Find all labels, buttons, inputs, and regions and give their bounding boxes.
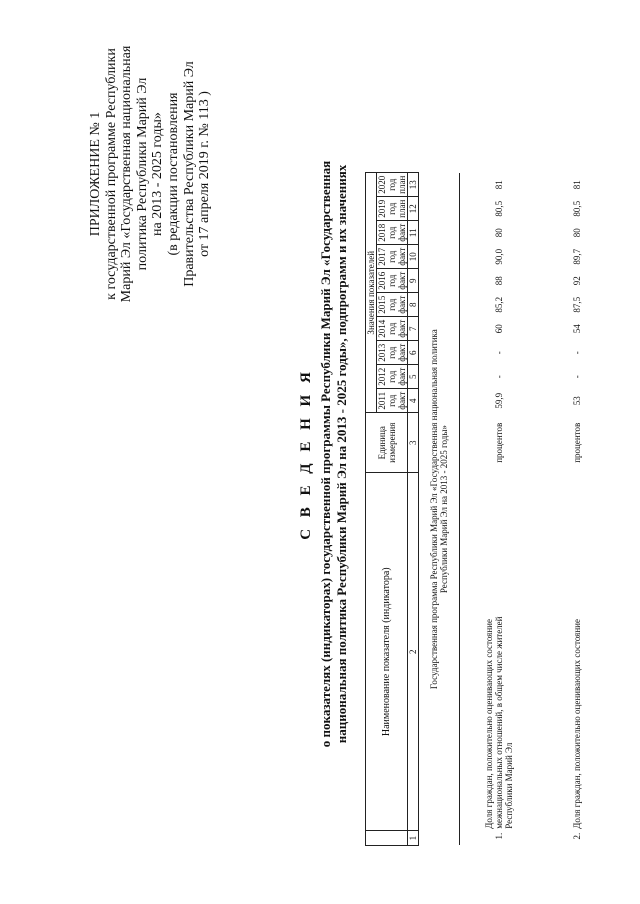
- year-label: 2014: [377, 319, 387, 338]
- year-kind: факт: [397, 271, 407, 290]
- year-word: год: [387, 394, 397, 407]
- appendix-line: на 2013 - 2025 годы»: [150, 112, 166, 236]
- column-number: 2: [408, 473, 419, 831]
- indicator-name-line: межнациональных отношений, в общем числе жителей: [494, 616, 504, 829]
- year-label: 2013: [377, 343, 387, 362]
- year-word: год: [387, 178, 397, 191]
- year-header: [377, 245, 408, 269]
- column-number: 11: [408, 221, 419, 245]
- value-cell: 59,9: [494, 392, 504, 409]
- year-word: год: [387, 202, 397, 215]
- year-word: год: [387, 298, 397, 311]
- year-label: 2011: [377, 391, 387, 410]
- year-header: [377, 365, 408, 389]
- column-number: 5: [408, 365, 419, 389]
- indicator-name: [538, 473, 616, 831]
- header-name-cell: Наименование показателя (индикатора): [366, 473, 408, 831]
- indicator-name-line: Доля граждан, положительно оценивающих состояние: [572, 619, 582, 829]
- year-label: 2018: [377, 223, 387, 242]
- header-row-group: [366, 173, 377, 846]
- year-kind: план: [397, 199, 407, 218]
- year-kind: факт: [397, 343, 407, 362]
- year-label: 2015: [377, 295, 387, 314]
- year-word: год: [387, 370, 397, 383]
- value-cell: 80: [572, 228, 582, 238]
- year-word: год: [387, 226, 397, 239]
- year-label: 2019: [377, 199, 387, 218]
- value-cell: 90,0: [494, 248, 504, 265]
- header-unit-cell: [366, 413, 408, 473]
- value-cell: -: [572, 375, 582, 379]
- indicator-name-line: Республики Марий Эл: [504, 742, 514, 829]
- column-number: 10: [408, 245, 419, 269]
- year-label: 2012: [377, 367, 387, 386]
- row-number: 1.: [494, 832, 504, 840]
- appendix-line: Правительства Республики Марий Эл: [181, 61, 197, 287]
- value-cell: 88: [494, 276, 504, 286]
- document-title: С В Е Д Е Н И Я: [298, 368, 314, 540]
- indicator-name-line: Доля граждан, положительно оценивающих состояние: [484, 619, 494, 829]
- column-number: 13: [408, 173, 419, 197]
- section-title-line: Республики Марий Эл на 2013 - 2025 годы»: [439, 425, 449, 594]
- appendix-line: политика Республики Марий Эл: [134, 77, 150, 271]
- indicators-table: [365, 172, 616, 846]
- value-cell: -: [494, 351, 504, 355]
- section-title: [419, 173, 460, 846]
- column-number: 6: [408, 341, 419, 365]
- year-header: [377, 269, 408, 293]
- value-cell: 87,5: [572, 296, 582, 313]
- value-cell: 85,2: [494, 296, 504, 313]
- document-subtitle: [318, 34, 350, 874]
- year-kind: факт: [397, 295, 407, 314]
- column-number: 12: [408, 197, 419, 221]
- column-number: 8: [408, 293, 419, 317]
- appendix-line: к государственной программе Республики: [103, 48, 119, 300]
- value-cell: 92: [572, 276, 582, 286]
- year-kind: факт: [397, 319, 407, 338]
- appendix-line: ПРИЛОЖЕНИЕ № 1: [88, 111, 103, 237]
- header-values-group: Значения показателей: [366, 173, 377, 413]
- year-header: [377, 389, 408, 413]
- year-label: 2016: [377, 271, 387, 290]
- year-word: год: [387, 322, 397, 335]
- year-header: [377, 293, 408, 317]
- year-kind: факт: [397, 391, 407, 410]
- value-cell: 80,5: [494, 200, 504, 217]
- year-header: [377, 221, 408, 245]
- value-cell: -: [494, 375, 504, 379]
- value-cell: 53: [572, 396, 582, 406]
- appendix-line: Марий Эл «Государственная национальная: [119, 45, 135, 303]
- value-cell: 81: [572, 180, 582, 190]
- year-header: [377, 317, 408, 341]
- indicator-name: [460, 473, 539, 831]
- value-cell: 60: [494, 324, 504, 334]
- appendix-line: (в редакции постановления: [165, 92, 181, 256]
- column-number: 4: [408, 389, 419, 413]
- year-label: 2017: [377, 247, 387, 266]
- value-cell: 54: [572, 324, 582, 334]
- row-number: 2.: [572, 832, 582, 840]
- header-num-cell: [366, 831, 408, 846]
- subtitle-line: о показателях (индикаторах) государственной программы Республики Марий Эл «Государственная: [318, 160, 333, 748]
- value-cell: 80,5: [572, 200, 582, 217]
- subtitle-line: национальная политика Республики Марий Эл на 2013 - 2025 годы», подпрограмм и их значениях: [334, 164, 349, 744]
- year-header: [377, 173, 408, 197]
- year-word: год: [387, 346, 397, 359]
- year-header: [377, 197, 408, 221]
- column-number-row: [408, 173, 419, 846]
- appendix-block: [88, 4, 213, 344]
- unit-header-line: Единица: [376, 426, 387, 460]
- column-number: 9: [408, 269, 419, 293]
- year-kind: план: [397, 175, 407, 194]
- column-number: 1: [408, 831, 419, 846]
- column-number: 3: [408, 413, 419, 473]
- year-kind: факт: [397, 247, 407, 266]
- appendix-line: от 17 апреля 2019 г. № 113 ): [197, 91, 213, 257]
- column-number: 7: [408, 317, 419, 341]
- section-title-row: [419, 173, 460, 846]
- unit-header-line: измерения: [386, 422, 397, 463]
- unit-cell: процентов: [494, 422, 504, 463]
- section-title-line: Государственная программа Республики Марий Эл «Государственная национальная политика: [429, 329, 439, 690]
- unit-cell: процентов: [572, 422, 582, 463]
- year-header: [377, 341, 408, 365]
- year-kind: факт: [397, 223, 407, 242]
- value-cell: 80: [494, 228, 504, 238]
- value-cell: 89,7: [572, 248, 582, 265]
- year-label: 2020: [377, 175, 387, 194]
- table-row: [538, 173, 616, 846]
- year-word: год: [387, 274, 397, 287]
- value-cell: 81: [494, 180, 504, 190]
- year-word: год: [387, 250, 397, 263]
- table-row: [460, 173, 539, 846]
- year-kind: факт: [397, 367, 407, 386]
- value-cell: -: [572, 351, 582, 355]
